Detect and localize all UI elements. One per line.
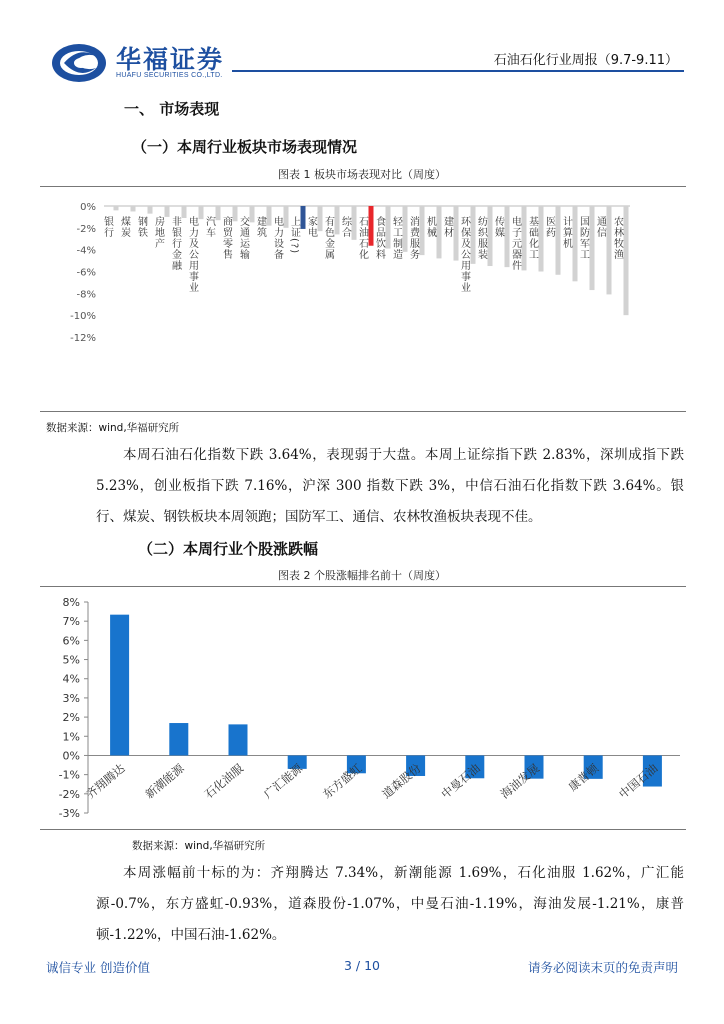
y-tick-label: 0% [62, 749, 80, 763]
y-tick-label: -3% [58, 807, 80, 820]
category-label: 石油石化 [356, 216, 368, 260]
y-tick-label: -8% [76, 289, 96, 301]
figure-2-bottom-rule [40, 829, 686, 830]
figure-1-title: 图表 1 板块市场表现对比（周度） [278, 168, 446, 181]
y-tick-label: 7% [62, 615, 80, 629]
bar [624, 206, 629, 315]
category-label: 钢铁 [135, 216, 147, 238]
y-tick-label: -6% [76, 267, 96, 279]
category-label: 电力设备 [271, 216, 283, 260]
category-label: 基础化工 [526, 216, 538, 260]
category-label: 环保及公用事业 [458, 216, 470, 293]
category-label: 综合 [339, 216, 351, 238]
category-label: 石化油服 [201, 761, 246, 802]
category-label: 新潮能源 [142, 761, 187, 802]
category-label: 房地产 [152, 216, 164, 249]
category-label: 电子元器件 [509, 216, 521, 271]
category-label: 农林牧渔 [611, 216, 623, 260]
y-tick-label: -10% [70, 311, 96, 323]
category-label: 纺织服装 [475, 216, 487, 260]
bar [169, 723, 188, 755]
category-label: 中曼石油 [438, 761, 483, 802]
category-label: 上证(?) [288, 216, 300, 255]
y-tick-label: 1% [62, 730, 80, 744]
figure-2-source: 数据来源：wind,华福研究所 [132, 840, 266, 852]
y-tick-label: -2% [58, 787, 80, 801]
category-label: 广汇能源 [260, 761, 306, 802]
category-label: 建筑 [254, 216, 266, 238]
category-label: 消费服务 [407, 216, 419, 260]
y-tick-label: -12% [70, 333, 96, 344]
category-label: 商贸零售 [220, 216, 232, 260]
y-tick-label: 4% [62, 672, 80, 686]
logo-text: 华福证券 [116, 45, 225, 74]
paragraph-1-text: 本周石油石化指数下跌 3.64%，表现弱于大盘。本周上证综指下跌 2.83%，深圳成指下跌 5.23%，创业板指下跌 7.16%，沪深 300 指数下跌 3%，中信石油石化指数下跌 3.64%。银行、煤炭、钢铁板块本周领跑；国防军工、通信、农林牧渔板块表现不佳。 [96, 447, 684, 525]
y-tick-label: 2% [62, 711, 80, 725]
bar [131, 206, 136, 211]
paragraph-2 [96, 858, 684, 951]
subsection-heading-1: （一）本周行业板块市场表现情况 [132, 138, 358, 156]
category-label: 汽车 [203, 216, 215, 238]
figure-2-top-rule [40, 586, 686, 587]
figure-1-bottom-rule [40, 411, 686, 412]
category-label: 道森股份 [379, 761, 424, 802]
paragraph-1 [96, 440, 684, 533]
category-label: 交通运输 [237, 216, 249, 260]
sector-performance-chart [40, 190, 686, 415]
category-label: 银行 [101, 216, 113, 238]
category-label: 建材 [441, 216, 453, 238]
category-label: 轻工制造 [390, 216, 402, 260]
category-label: 通信 [594, 216, 606, 238]
category-label: 家电 [305, 216, 317, 238]
y-tick-label: -4% [76, 245, 96, 257]
header-divider [232, 70, 684, 72]
figure-1-source: 数据来源：wind,华福研究所 [46, 422, 180, 434]
category-label: 中国石油 [616, 761, 661, 802]
category-label: 海油发展 [497, 761, 542, 802]
y-tick-label: 8% [62, 596, 80, 609]
stock-gain-chart [40, 590, 686, 826]
category-label: 机械 [424, 216, 436, 238]
category-label: 煤炭 [118, 216, 130, 238]
footer-disclaimer: 请务必阅读末页的免责声明 [527, 960, 678, 975]
y-tick-label: -2% [76, 223, 96, 235]
figure-2-title: 图表 2 个股涨幅排名前十（周度） [278, 569, 446, 582]
page-number: 3 / 10 [343, 958, 381, 973]
category-label: 国防军工 [577, 216, 589, 260]
bar [114, 206, 119, 210]
bar [110, 615, 129, 756]
category-label: 传媒 [492, 216, 504, 238]
logo-subtext: HUAFU SECURITIES CO.,LTD. [116, 72, 223, 79]
category-label: 食品饮料 [373, 216, 385, 260]
section-heading: 一、 市场表现 [124, 100, 220, 118]
y-tick-label: 0% [80, 202, 96, 213]
category-label: 有色金属 [322, 216, 334, 260]
category-label: 电力及公用事业 [186, 216, 198, 293]
figure-1-top-rule [40, 186, 686, 187]
category-label: 非银行金融 [169, 216, 181, 271]
y-tick-label: 5% [62, 653, 80, 667]
subsection-heading-2: （二）本周行业个股涨跌幅 [138, 540, 319, 558]
paragraph-2-text: 本周涨幅前十标的为：齐翔腾达 7.34%，新潮能源 1.69%，石化油服 1.62%，广汇能源-0.7%，东方盛虹-0.93%，道森股份-1.07%，中曼石油-1.19%，海油发展-1.21%，康普顿-1.22%，中国石油-1.62%。 [96, 865, 684, 943]
footer-slogan: 诚信专业 创造价值 [46, 960, 150, 975]
category-label: 医药 [543, 216, 555, 238]
category-label: 计算机 [560, 216, 572, 249]
bar [148, 206, 153, 214]
logo-icon [50, 42, 108, 84]
report-title: 石油石化行业周报（9.7-9.11） [493, 53, 678, 68]
y-tick-label: -1% [58, 768, 80, 782]
category-label: 康普顿 [565, 761, 602, 794]
category-label: 齐翔腾达 [83, 761, 128, 802]
y-tick-label: 3% [62, 691, 80, 705]
bar [229, 724, 248, 755]
y-tick-label: 6% [62, 634, 80, 648]
category-label: 东方盛虹 [320, 761, 365, 802]
